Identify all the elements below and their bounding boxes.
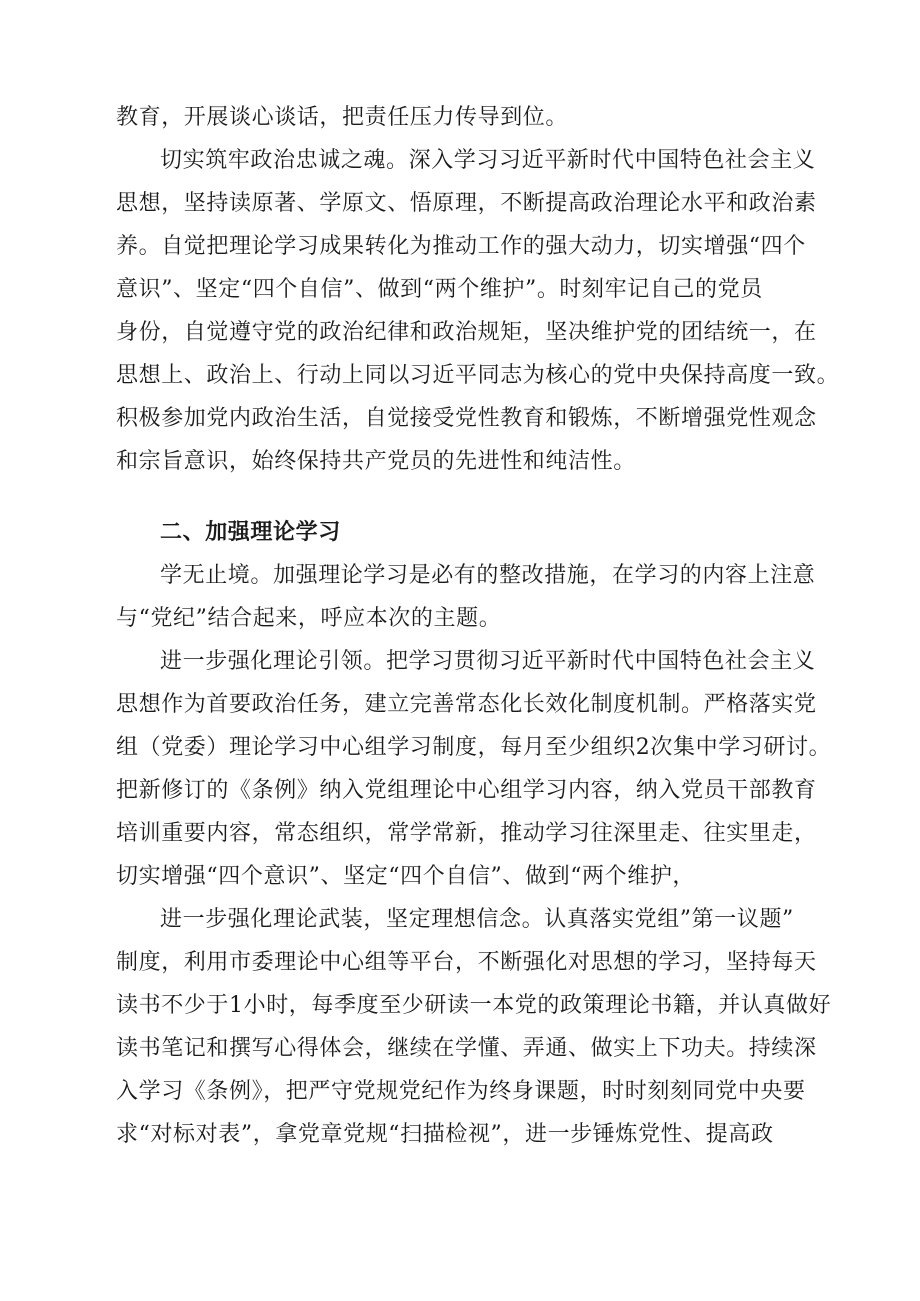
text-line: 求“对标对表”，拿党章党规“扫描检视”，进一步锤炼党性、提高政 <box>116 1122 774 1147</box>
text-line: 组（党委）理论学习中心组学习制度，每月至少组织2次集中学习研讨。 <box>116 735 832 760</box>
text-line: 读书笔记和撰写心得体会，继续在学懂、弄通、做实上下功夫。持续深 <box>116 1036 817 1061</box>
text-line: 思想，坚持读原著、学原文、悟原理，不断提高政治理论水平和政治素 <box>116 191 817 216</box>
paragraph-theory-guidance <box>116 640 832 898</box>
text-line: 养。自觉把理论学习成果转化为推动工作的强大动力，切实增强“四个 <box>116 234 806 259</box>
text-line: 把新修订的《条例》纳入党组理论中心组学习内容，纳入党员干部教育 <box>116 778 817 803</box>
text-line: 入学习《条例》，把严守党规党纪作为终身课题，时时刻刻同党中央要 <box>116 1079 806 1104</box>
text-line: 思想上、政治上、行动上同以习近平同志为核心的党中央保持高度一致。 <box>116 363 840 388</box>
text-line: 制度，利用市委理论中心组等平台，不断强化对思想的学习，坚持每天 <box>116 950 817 975</box>
text-line: 切实筑牢政治忠诚之魂。深入学习习近平新时代中国特色社会主义 <box>160 148 816 173</box>
text-line: 身份，自觉遵守党的政治纪律和政治规矩，坚决维护党的团结统一，在 <box>116 320 817 345</box>
text-line: 积极参加党内政治生活，自觉接受党性教育和锻炼，不断增强党性观念 <box>116 406 817 431</box>
section-gap <box>116 483 816 511</box>
paragraph-intro <box>116 554 816 640</box>
text-line: 思想作为首要政治任务，建立完善常态化长效化制度机制。严格落实党 <box>116 692 817 717</box>
document-body <box>116 96 840 1156</box>
text-line: 学无止境。加强理论学习是必有的整改措施，在学习的内容上注意 <box>160 563 816 588</box>
text-line: 培训重要内容，常态组织，常学常新，推动学习往深里走、往实里走， <box>116 821 817 846</box>
text-line: 读书不少于1小时，每季度至少研读一本党的政策理论书籍，并认真做好 <box>116 993 832 1018</box>
paragraph-political-loyalty <box>116 139 840 483</box>
text-line: 与“党纪”结合起来，呼应本次的主题。 <box>116 606 502 631</box>
text-line: 进一步强化理论武装，坚定理想信念。认真落实党组”第一议题” <box>160 907 794 932</box>
section-heading: 二、加强理论学习 <box>160 520 341 545</box>
text-line: 意识”、坚定“四个自信”、做到“两个维护”。时刻牢记自己的党员 <box>116 277 763 302</box>
text-line: 进一步强化理论引领。把学习贯彻习近平新时代中国特色社会主义 <box>160 649 816 674</box>
text-line: 和宗旨意识，始终保持共产党员的先进性和纯洁性。 <box>116 449 636 474</box>
text-line: 切实增强“四个意识”、坚定“四个自信”、做到“两个维护， <box>116 864 696 889</box>
paragraph-theory-armament <box>116 898 832 1156</box>
text-line: 教育，开展谈心谈话，把责任压力传导到位。 <box>116 105 569 130</box>
